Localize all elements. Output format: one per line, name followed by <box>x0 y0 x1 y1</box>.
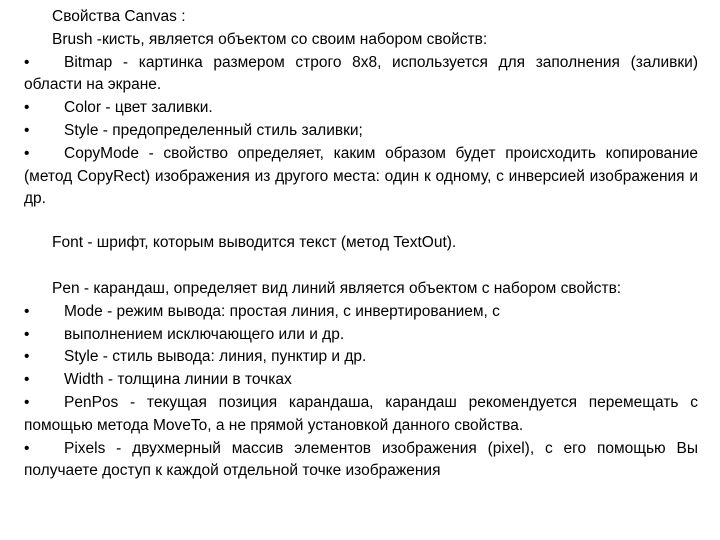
pixels-item <box>24 438 698 484</box>
brush-line: Brush -кисть, является объектом со своим набором свойств: <box>52 30 488 48</box>
mode-continuation-text: выполнением исключающего или и др. <box>64 325 345 343</box>
penpos-item <box>24 392 698 438</box>
canvas-title: Свойства Canvas : <box>52 8 186 25</box>
bullet-icon: • <box>24 53 30 71</box>
color-item <box>24 97 698 120</box>
bitmap-item <box>24 52 698 98</box>
bullet-icon: • <box>24 348 30 366</box>
bullet-icon: • <box>24 393 30 411</box>
style-text: Style - предопределенный стиль заливки; <box>64 121 363 139</box>
pixels-text: Pixels - двухмерный массив элементов изображения (pixel), с его помощью Вы получаете доступ к каждой отдельной точке изображения <box>24 439 698 480</box>
width-item <box>24 369 698 392</box>
pen-properties-section <box>24 278 698 483</box>
bullet-icon: • <box>24 121 30 139</box>
penpos-text: PenPos - текущая позиция карандаша, карандаш рекомендуется перемещать с помощью метода MoveTo, а не прямой установкой данного свойства. <box>24 393 698 434</box>
font-section <box>24 232 698 255</box>
bullet-icon: • <box>24 99 30 117</box>
canvas-properties-section <box>24 6 698 211</box>
bitmap-text: Bitmap - картинка размером строго 8х8, используется для заполнения (заливки) области на экране. <box>24 53 698 94</box>
pen-style-text: Style - стиль вывода: линия, пунктир и др. <box>64 348 367 366</box>
style-item <box>24 120 698 143</box>
bullet-icon: • <box>24 371 30 389</box>
mode-item <box>24 301 698 324</box>
bullet-icon: • <box>24 144 30 162</box>
bullet-icon: • <box>24 302 30 320</box>
pen-style-item <box>24 346 698 369</box>
mode-text: Mode - режим вывода: простая линия, с инвертированием, с <box>64 302 500 320</box>
font-line: Font - шрифт, которым выводится текст (метод TextOut). <box>52 234 457 251</box>
color-text: Color - цвет заливки. <box>64 99 213 117</box>
bullet-icon: • <box>24 439 30 457</box>
copymode-text: CopyMode - свойство определяет, каким образом будет происходить копирование (метод CopyRect) изображения из другого места: один к одному, с инверсией изображения и др. <box>24 144 698 208</box>
mode-continuation-item <box>24 324 698 347</box>
width-text: Width - толщина линии в точках <box>64 371 292 389</box>
pen-intro: Pen - карандаш, определяет вид линий является объектом с набором свойств: <box>52 280 622 297</box>
copymode-item <box>24 143 698 211</box>
bullet-icon: • <box>24 325 30 343</box>
